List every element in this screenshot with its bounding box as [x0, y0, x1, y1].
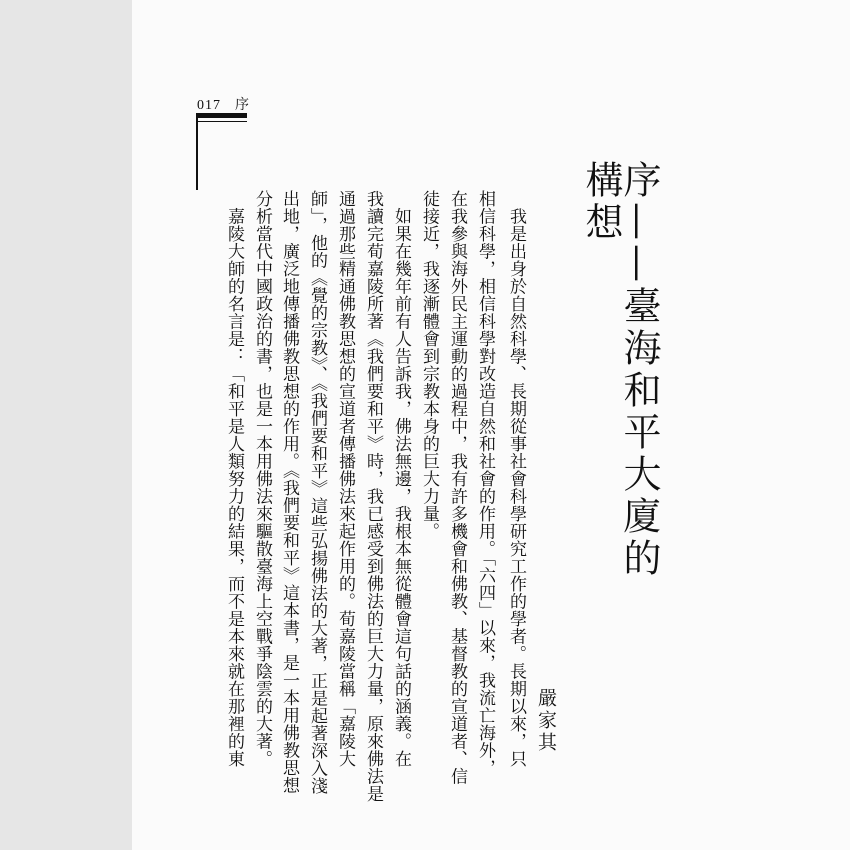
text-column: 出地，廣泛地傳播佛教思想的作用。《我們要和平》這本書，是一本用佛教思想	[279, 190, 299, 794]
text-column: 師」，他的《覺的宗教》、《我們要和平》這些弘揚佛法的大著，正是起著深入淺	[307, 190, 327, 795]
text-column: 相信科學，相信科學對改造自然和社會的作用。「六四」以來，我流亡海外，	[475, 190, 495, 777]
header-rule-vertical	[196, 113, 198, 190]
text-column: 如果在幾年前有人告訴我，佛法無邊，我根本無從體會這句話的涵義。在	[391, 190, 411, 768]
section-label: 序	[235, 98, 250, 113]
text-column: 我讀完荀嘉陵所著《我們要和平》時，我已感受到佛法的巨大力量，原來佛法是	[363, 190, 383, 803]
text-column: 嘉陵大師的名言是：「和平是人類努力的結果，而不是本來就在那裡的東	[224, 190, 244, 768]
header-rule-thick	[196, 113, 247, 118]
text-column: 徒接近，我逐漸體會到宗教本身的巨大力量。	[419, 190, 439, 540]
running-header	[197, 94, 250, 114]
text-column: 通過那些精通佛教思想的宣道者傳播佛法來起作用的。荀嘉陵當稱「嘉陵大	[335, 190, 355, 768]
page-number: 017	[197, 98, 221, 113]
header-rule-thin	[196, 121, 247, 122]
chapter-title: 序——臺海和平大廈的構想	[579, 160, 661, 580]
text-column: 在我參與海外民主運動的過程中，我有許多機會和佛教、基督教的宣道者、信	[447, 190, 467, 785]
text-column: 我是出身於自然科學、長期從事社會科學研究工作的學者。長期以來，只	[506, 190, 526, 768]
author-name: 嚴家其	[535, 688, 557, 754]
text-column: 分析當代中國政治的書，也是一本用佛法來驅散臺海上空戰爭陰雲的大著。	[252, 190, 272, 768]
